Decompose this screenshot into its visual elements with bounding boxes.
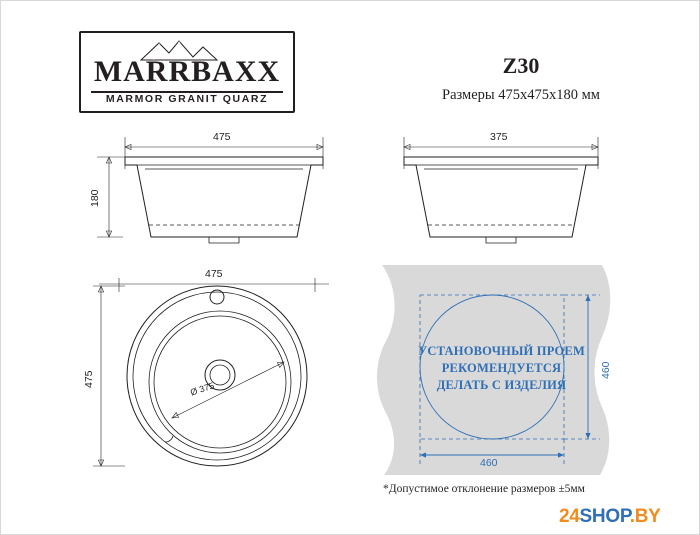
site-watermark [559, 506, 661, 528]
top-diameter-dim: 475 [205, 268, 223, 280]
brand-name: MARRBAXX [93, 55, 281, 88]
cutout-text-line-3: ДЕЛАТЬ С ИЗДЕЛИЯ [436, 378, 567, 392]
brand-logo [79, 31, 295, 113]
front-height-dim: 180 [89, 189, 101, 207]
product-model: Z30 [502, 53, 540, 78]
watermark-part-2: SHOP [579, 506, 630, 527]
cutout-recommendation-text [414, 343, 589, 394]
watermark-part-1: 24 [559, 506, 580, 527]
front-width-dim: 475 [213, 131, 231, 143]
top-height-dim: 475 [83, 370, 95, 388]
bowl-diameter-label: Ø 375 [189, 380, 216, 398]
cutout-text-line-2: РЕКОМЕНДУЕТСЯ [441, 361, 562, 375]
tolerance-note: *Допустимое отклонение размеров ±5мм [383, 483, 585, 495]
cutout-height-dim: 460 [600, 361, 612, 379]
cutout-view-drawing [366, 263, 636, 478]
product-dimensions: Размеры 475х475х180 мм [442, 87, 600, 103]
side-view-drawing [386, 129, 616, 254]
side-width-dim: 375 [490, 131, 508, 143]
brand-tagline: MARMOR GRANIT QUARZ [105, 93, 269, 105]
top-view-drawing [79, 266, 339, 481]
watermark-part-3: .BY [629, 506, 661, 527]
front-view-drawing [79, 129, 329, 254]
cutout-width-dim: 460 [480, 457, 498, 469]
cutout-text-line-1: УСТАНОВОЧНЫЙ ПРОЕМ [418, 344, 585, 358]
